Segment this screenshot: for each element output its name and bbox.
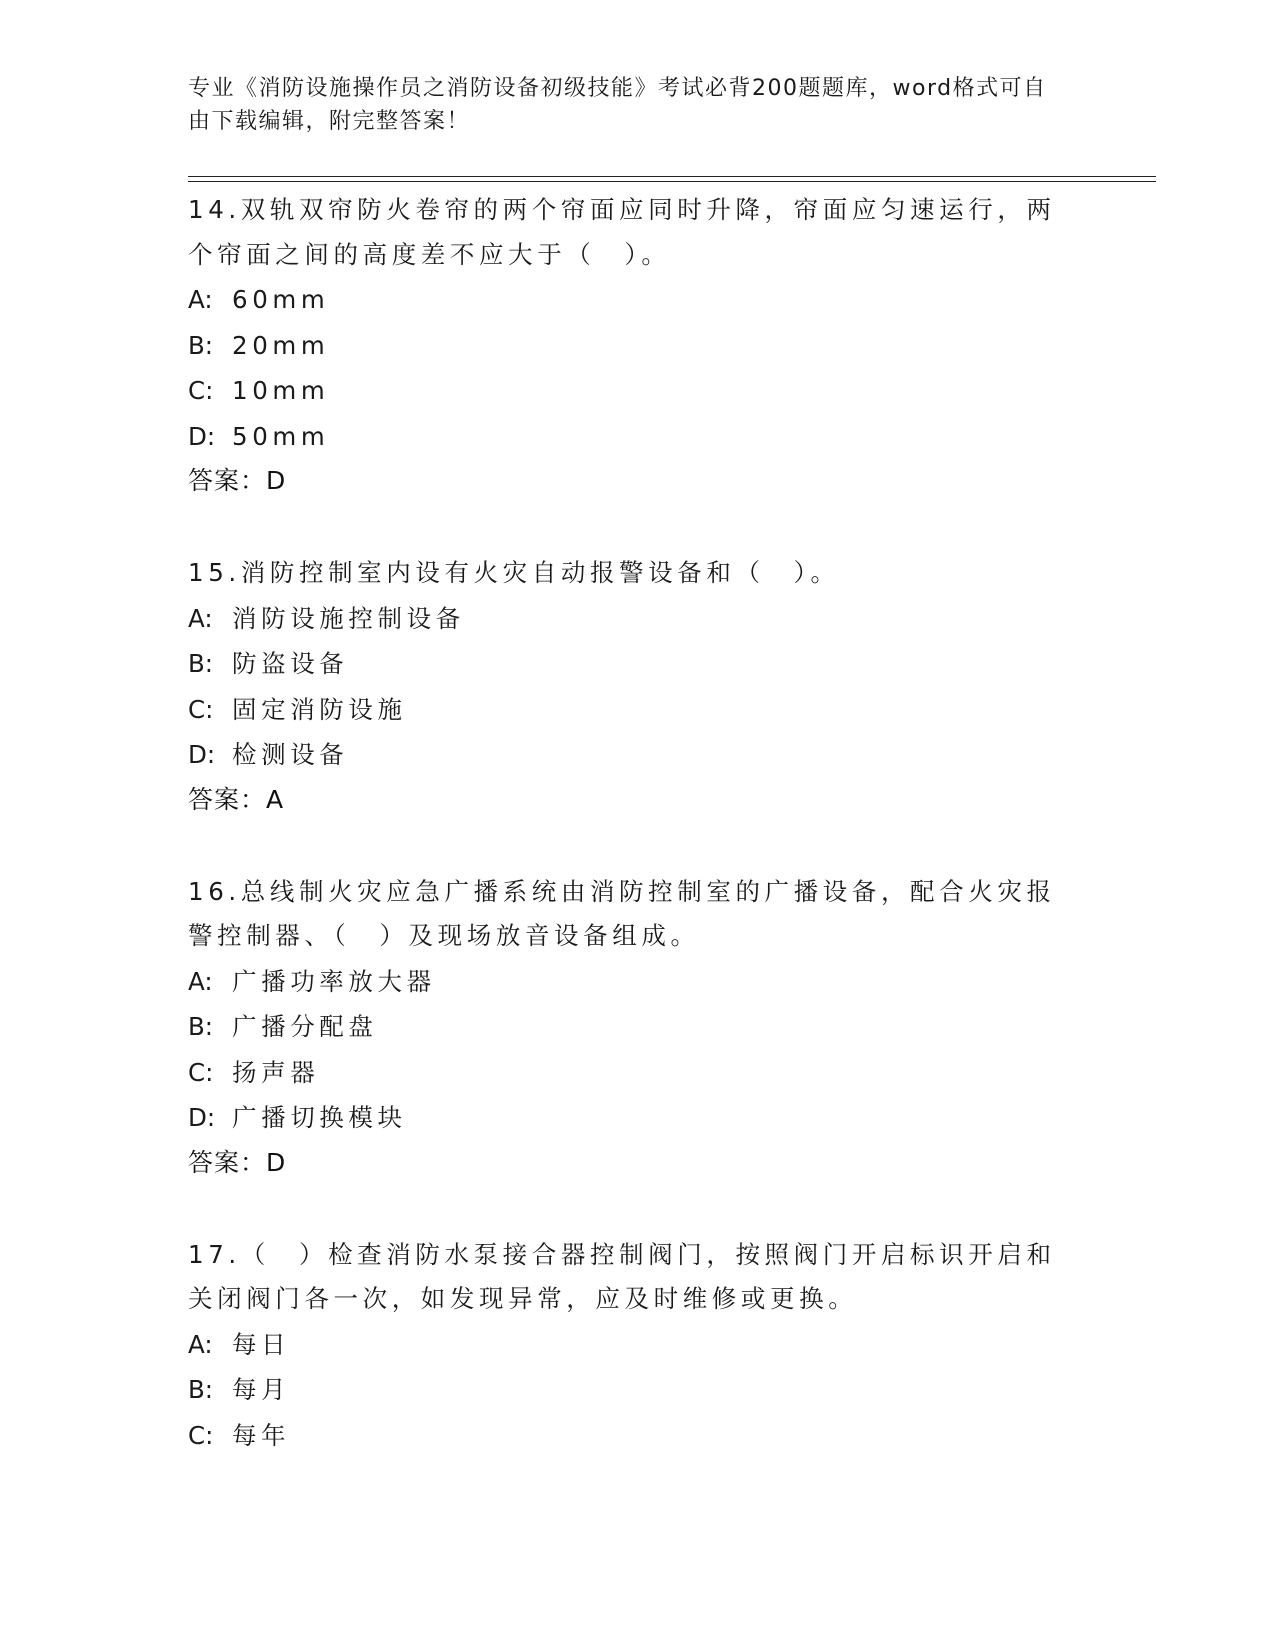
option-letter: C: <box>188 376 214 405</box>
option-text: 20mm <box>232 330 330 360</box>
option-text: 广播功率放大器 <box>232 966 436 996</box>
option-text: 防盗设备 <box>232 649 349 678</box>
option-letter: A: <box>188 1329 213 1359</box>
option-b <box>188 1004 1088 1050</box>
option-text: 60mm <box>232 285 330 314</box>
option-text: 每年 <box>232 1420 291 1450</box>
option-letter: D: <box>188 1103 216 1132</box>
question-17 <box>188 1233 1088 1459</box>
option-b <box>188 323 1088 369</box>
option-letter: C: <box>188 1057 214 1087</box>
option-b <box>188 1367 1088 1413</box>
option-letter: C: <box>188 1420 214 1450</box>
option-d <box>188 732 1088 778</box>
option-c <box>188 1050 1088 1096</box>
option-a <box>188 1322 1088 1368</box>
option-letter: A: <box>188 285 213 314</box>
option-letter: A: <box>188 966 213 996</box>
option-c <box>188 687 1088 733</box>
option-text: 每月 <box>232 1375 291 1404</box>
option-a <box>188 596 1088 642</box>
option-text: 每日 <box>232 1329 291 1359</box>
answer-line: 答案：D <box>188 1147 287 1177</box>
answer-line: 答案：A <box>188 784 285 814</box>
question-list <box>188 188 1088 1458</box>
question-15 <box>188 551 1088 822</box>
answer-line: 答案：D <box>188 466 287 495</box>
option-text: 消防设施控制设备 <box>232 603 465 633</box>
header-divider-bottom <box>188 181 1156 182</box>
question-stem: 15.消防控制室内设有火灾自动报警设备和（ ）。 <box>188 558 840 587</box>
option-c <box>188 1413 1088 1459</box>
option-text: 固定消防设施 <box>232 694 407 724</box>
option-letter: B: <box>188 649 214 678</box>
option-b <box>188 641 1088 687</box>
option-letter: B: <box>188 1375 214 1404</box>
option-text: 广播分配盘 <box>232 1012 378 1041</box>
option-c <box>188 368 1088 414</box>
option-letter: D: <box>188 421 216 451</box>
header-divider-top <box>188 176 1156 177</box>
option-letter: D: <box>188 740 216 769</box>
option-letter: A: <box>188 603 213 633</box>
option-text: 扬声器 <box>232 1057 320 1087</box>
question-stem: 16.总线制火灾应急广播系统由消防控制室的广播设备，配合火灾报警控制器、（ ）及现场放音设备组成。 <box>188 876 1056 950</box>
option-text: 广播切换模块 <box>232 1103 407 1132</box>
question-stem: 17.（ ）检查消防水泵接合器控制阀门，按照阀门开启标识开启和关闭阀门各一次，如发现异常，应及时维修或更换。 <box>188 1239 1056 1313</box>
option-letter: B: <box>188 1012 214 1041</box>
question-stem: 14.双轨双帘防火卷帘的两个帘面应同时升降，帘面应匀速运行，两个帘面之间的高度差不应大于（ ）。 <box>188 195 1056 269</box>
option-letter: B: <box>188 330 214 360</box>
option-a <box>188 959 1088 1005</box>
option-d <box>188 414 1088 460</box>
option-text: 检测设备 <box>232 740 349 769</box>
option-text: 10mm <box>232 376 330 405</box>
option-letter: C: <box>188 694 214 724</box>
question-16 <box>188 870 1088 1185</box>
option-d <box>188 1095 1088 1141</box>
option-a <box>188 277 1088 323</box>
question-14 <box>188 188 1088 503</box>
option-text: 50mm <box>232 421 330 451</box>
document-header: 专业《消防设施操作员之消防设备初级技能》考试必背200题题库，word格式可自由下载编辑，附完整答案！ <box>188 76 1047 134</box>
